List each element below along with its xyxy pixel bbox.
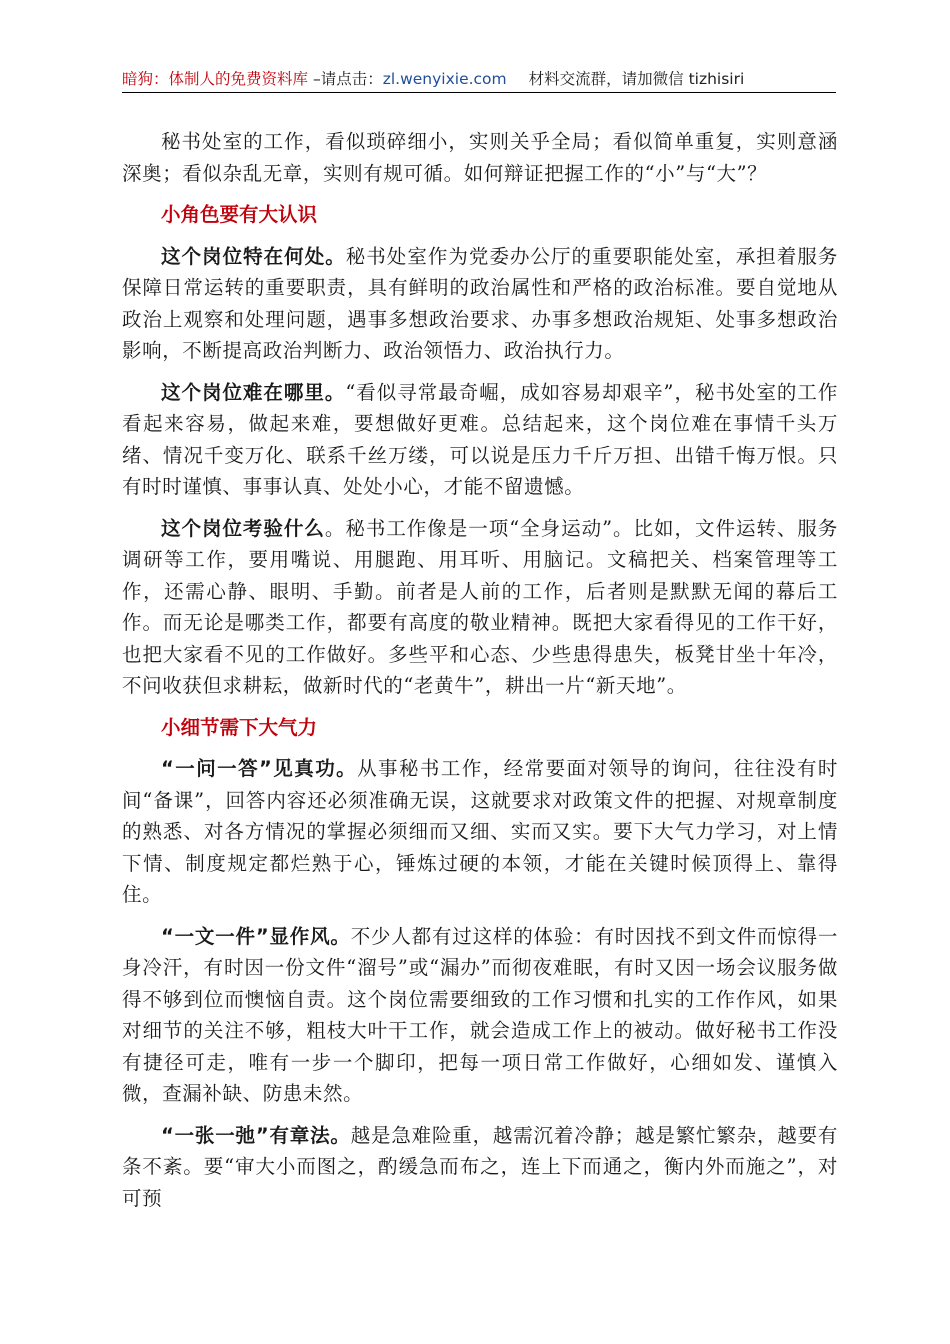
paragraph-text: “看似寻常最奇崛，成如容易却艰辛”，秘书处室的工作看起来容易，做起来难，要想做好更难。总结起来，这个岗位难在事情千头万绪、情况千变万化、联系千丝万缕，可以说是压力千斤万担、出错千悔万恨。只有时时谨慎、事事认真、处处小心，才能不留遗憾。 xyxy=(122,380,838,498)
paragraph-1-1 xyxy=(122,241,838,367)
paragraph-text: 从事秘书工作，经常要面对领导的询问，往往没有时间“备课”，回答内容还必须准确无误，这就要求对政策文件的把握、对规章制度的熟悉、对各方情况的掌握必须细而又细、实而又实。要下大气力学习，对上情下情、制度规定都烂熟于心，锤炼过硬的本领，才能在关键时候顶得上、靠得住。 xyxy=(122,757,838,906)
header-contact: 材料交流群，请加微信 tizhisiri xyxy=(528,70,745,88)
intro-paragraph: 秘书处室的工作，看似琐碎细小，实则关乎全局；看似简单重复，实则意涵深奥；看似杂乱无章，实则有规可循。如何辩证把握工作的“小”与“大”？ xyxy=(122,130,838,185)
paragraph-lead: “一张一弛”有章法。 xyxy=(161,1123,351,1147)
paragraph-lead: “一问一答”见真功。 xyxy=(161,757,358,780)
paragraph-text: 秘书处室作为党委办公厅的重要职能处室，承担着服务保障日常运转的重要职责，具有鲜明的政治属性和严格的政治标准。要自觉地从政治上观察和处理问题，遇事多想政治要求、办事多想政治规矩、处事多想政治影响，不断提高政治判断力、政治领悟力、政治执行力。 xyxy=(122,244,838,362)
paragraph-2-2 xyxy=(122,921,838,1110)
header-cta: –请点击： xyxy=(308,70,383,88)
paragraph-2-1 xyxy=(122,753,838,911)
header-brand: 暗狗：体制人的免费资料库 xyxy=(122,70,309,88)
section-heading-1: 小角色要有大认识 xyxy=(161,203,318,226)
page-header xyxy=(122,66,836,93)
paragraph-text: 越是急难险重，越需沉着冷静；越是繁忙繁杂，越要有条不紊。要“审大小而图之，酌缓急而布之，连上下而通之，衡内外而施之”，对可预 xyxy=(122,1123,838,1210)
paragraph-lead: “一文一件”显作风。 xyxy=(161,924,351,948)
section-heading-2: 小细节需下大气力 xyxy=(161,715,318,739)
article-body xyxy=(122,126,838,1224)
paragraph-text: 。秘书工作像是一项“全身运动”。比如，文件运转、服务调研等工作，要用嘴说、用腿跑、用耳听、用脑记。文稿把关、档案管理等工作，还需心静、眼明、手勤。前者是人前的工作，后者则是默默无闻的幕后工作。而无论是哪类工作，都要有高度的敬业精神。既把大家看得见的工作干好，也把大家看不见的工作做好。多些平和心态、少些患得患失，板凳甘坐十年冷，不问收获但求耕耘，做新时代的“老黄牛”，耕出一片“新天地”。 xyxy=(122,516,838,697)
paragraph-lead: 这个岗位难在哪里。 xyxy=(161,380,346,404)
paragraph-2-3 xyxy=(122,1120,838,1215)
paragraph-lead: 这个岗位考验什么 xyxy=(161,516,325,540)
paragraph-1-3 xyxy=(122,513,838,702)
paragraph-lead: 这个岗位特在何处。 xyxy=(161,244,346,268)
paragraph-text: 不少人都有过这样的体验：有时因找不到文件而惊得一身冷汗，有时因一份文件“溜号”或“漏办”而彻夜难眠，有时又因一场会议服务做得不够到位而懊恼自责。这个岗位需要细致的工作习惯和扎实的工作作风，如果对细节的关注不够，粗枝大叶干工作，就会造成工作上的被动。做好秘书工作没有捷径可走，唯有一步一个脚印，把每一项日常工作做好，心细如发、谨慎入微，查漏补缺、防患未然。 xyxy=(122,924,838,1105)
header-url-link[interactable]: zl.wenyixie.com xyxy=(382,70,507,88)
paragraph-1-2 xyxy=(122,377,838,503)
